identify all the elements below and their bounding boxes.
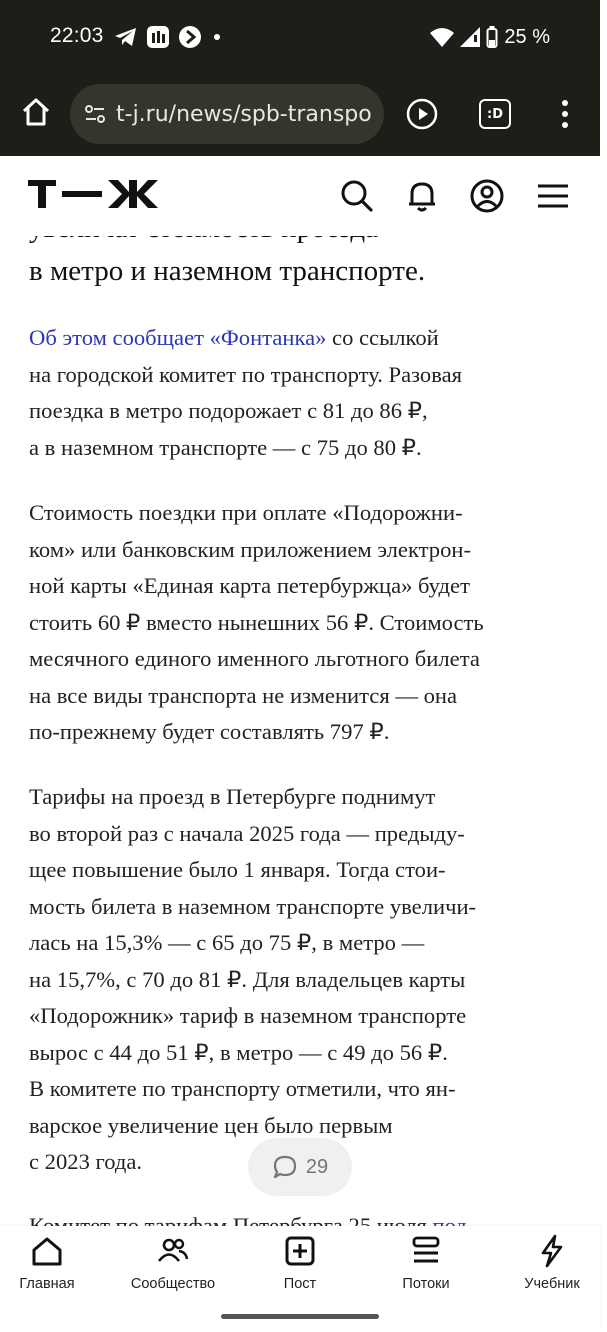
telegram-icon — [114, 26, 138, 48]
battery-icon — [486, 26, 498, 48]
hamburger-menu-icon[interactable] — [535, 178, 571, 214]
cellular-signal-icon — [460, 27, 480, 47]
comment-bubble-icon — [272, 1154, 298, 1180]
comments-button[interactable] — [248, 1138, 352, 1196]
nav-community[interactable]: Сообщество — [118, 1234, 228, 1292]
battery-level: 25 % — [504, 25, 550, 48]
forward-circle-icon — [178, 25, 202, 49]
lead-line: в метро и наземном транспорте. — [29, 255, 426, 287]
article-body — [0, 236, 600, 1226]
nav-post[interactable]: Пост — [245, 1234, 355, 1292]
nav-streams[interactable]: Потоки — [371, 1234, 481, 1292]
comments-count: 29 — [305, 1155, 329, 1178]
profile-icon[interactable] — [469, 178, 505, 214]
bottom-nav — [0, 1226, 600, 1332]
url-text: t-j.ru/news/spb-transpo — [116, 101, 372, 127]
streams-icon — [409, 1234, 443, 1268]
app-notification-icon — [146, 25, 170, 49]
status-bar — [0, 0, 600, 72]
search-icon[interactable] — [339, 178, 375, 214]
status-right — [430, 24, 550, 50]
lightning-icon — [535, 1234, 569, 1268]
gesture-bar[interactable] — [221, 1314, 379, 1319]
community-icon — [156, 1234, 190, 1268]
nav-home[interactable]: Главная — [0, 1234, 102, 1292]
overflow-menu-icon[interactable] — [556, 98, 574, 130]
tzh-logo[interactable] — [28, 180, 176, 210]
fontanka-link[interactable]: Об этом сообщает «Фонтанка» — [29, 325, 327, 350]
paragraph-3: Тарифы на проезд в Петербурге поднимут во второй раз с начала 2025 года — предыду- щее повышение было 1 января. Тогда стои- мость билета в наземном транспорте увеличи- лась на 15,3% — с 65 до 75 ₽, в метро — на 15,7%, с 70 до 81 ₽. Для владельцев карты «Подорожник» тариф в наземном транспорте вырос с 44 до 51 ₽, в метро — с 49 до 56 ₽. В комитете по транспорту отметили, что ян- варское увеличение цен было первым с 2023 года. — [29, 784, 477, 1174]
add-post-icon — [283, 1234, 317, 1268]
bell-icon[interactable] — [404, 178, 440, 214]
more-notifications-dot-icon — [210, 30, 224, 44]
paragraph-2: Стоимость поездки при оплате «Подорожни- ком» или банковским приложением электрон- ной карты «Единая карта петербуржца» будет стоить 60 ₽ вместо нынешних 56 ₽. Стоимость месячного единого именного льготного билета на все виды транспорта не изменится — она по-прежнему будет составлять 797 ₽. — [29, 500, 484, 744]
play-circle-icon[interactable] — [405, 97, 439, 131]
tabs-button[interactable]: :D — [479, 99, 511, 129]
nav-textbook[interactable]: Учебник — [497, 1234, 607, 1292]
site-settings-icon[interactable] — [82, 101, 108, 127]
address-bar[interactable] — [70, 84, 384, 144]
home-icon[interactable] — [20, 96, 52, 128]
status-time: 22:03 — [50, 24, 104, 47]
site-header — [0, 156, 600, 236]
notification-icons — [114, 24, 224, 50]
wifi-icon — [430, 27, 454, 47]
paragraph-1: Об этом сообщает «Фонтанка» со ссылкой на городской комитет по транспорту. Разовая поездка в метро подорожает с 81 до 86 ₽, а в наземном транспорте — с 75 до 80 ₽. — [29, 325, 463, 460]
home-icon — [30, 1234, 64, 1268]
browser-toolbar — [0, 72, 600, 156]
